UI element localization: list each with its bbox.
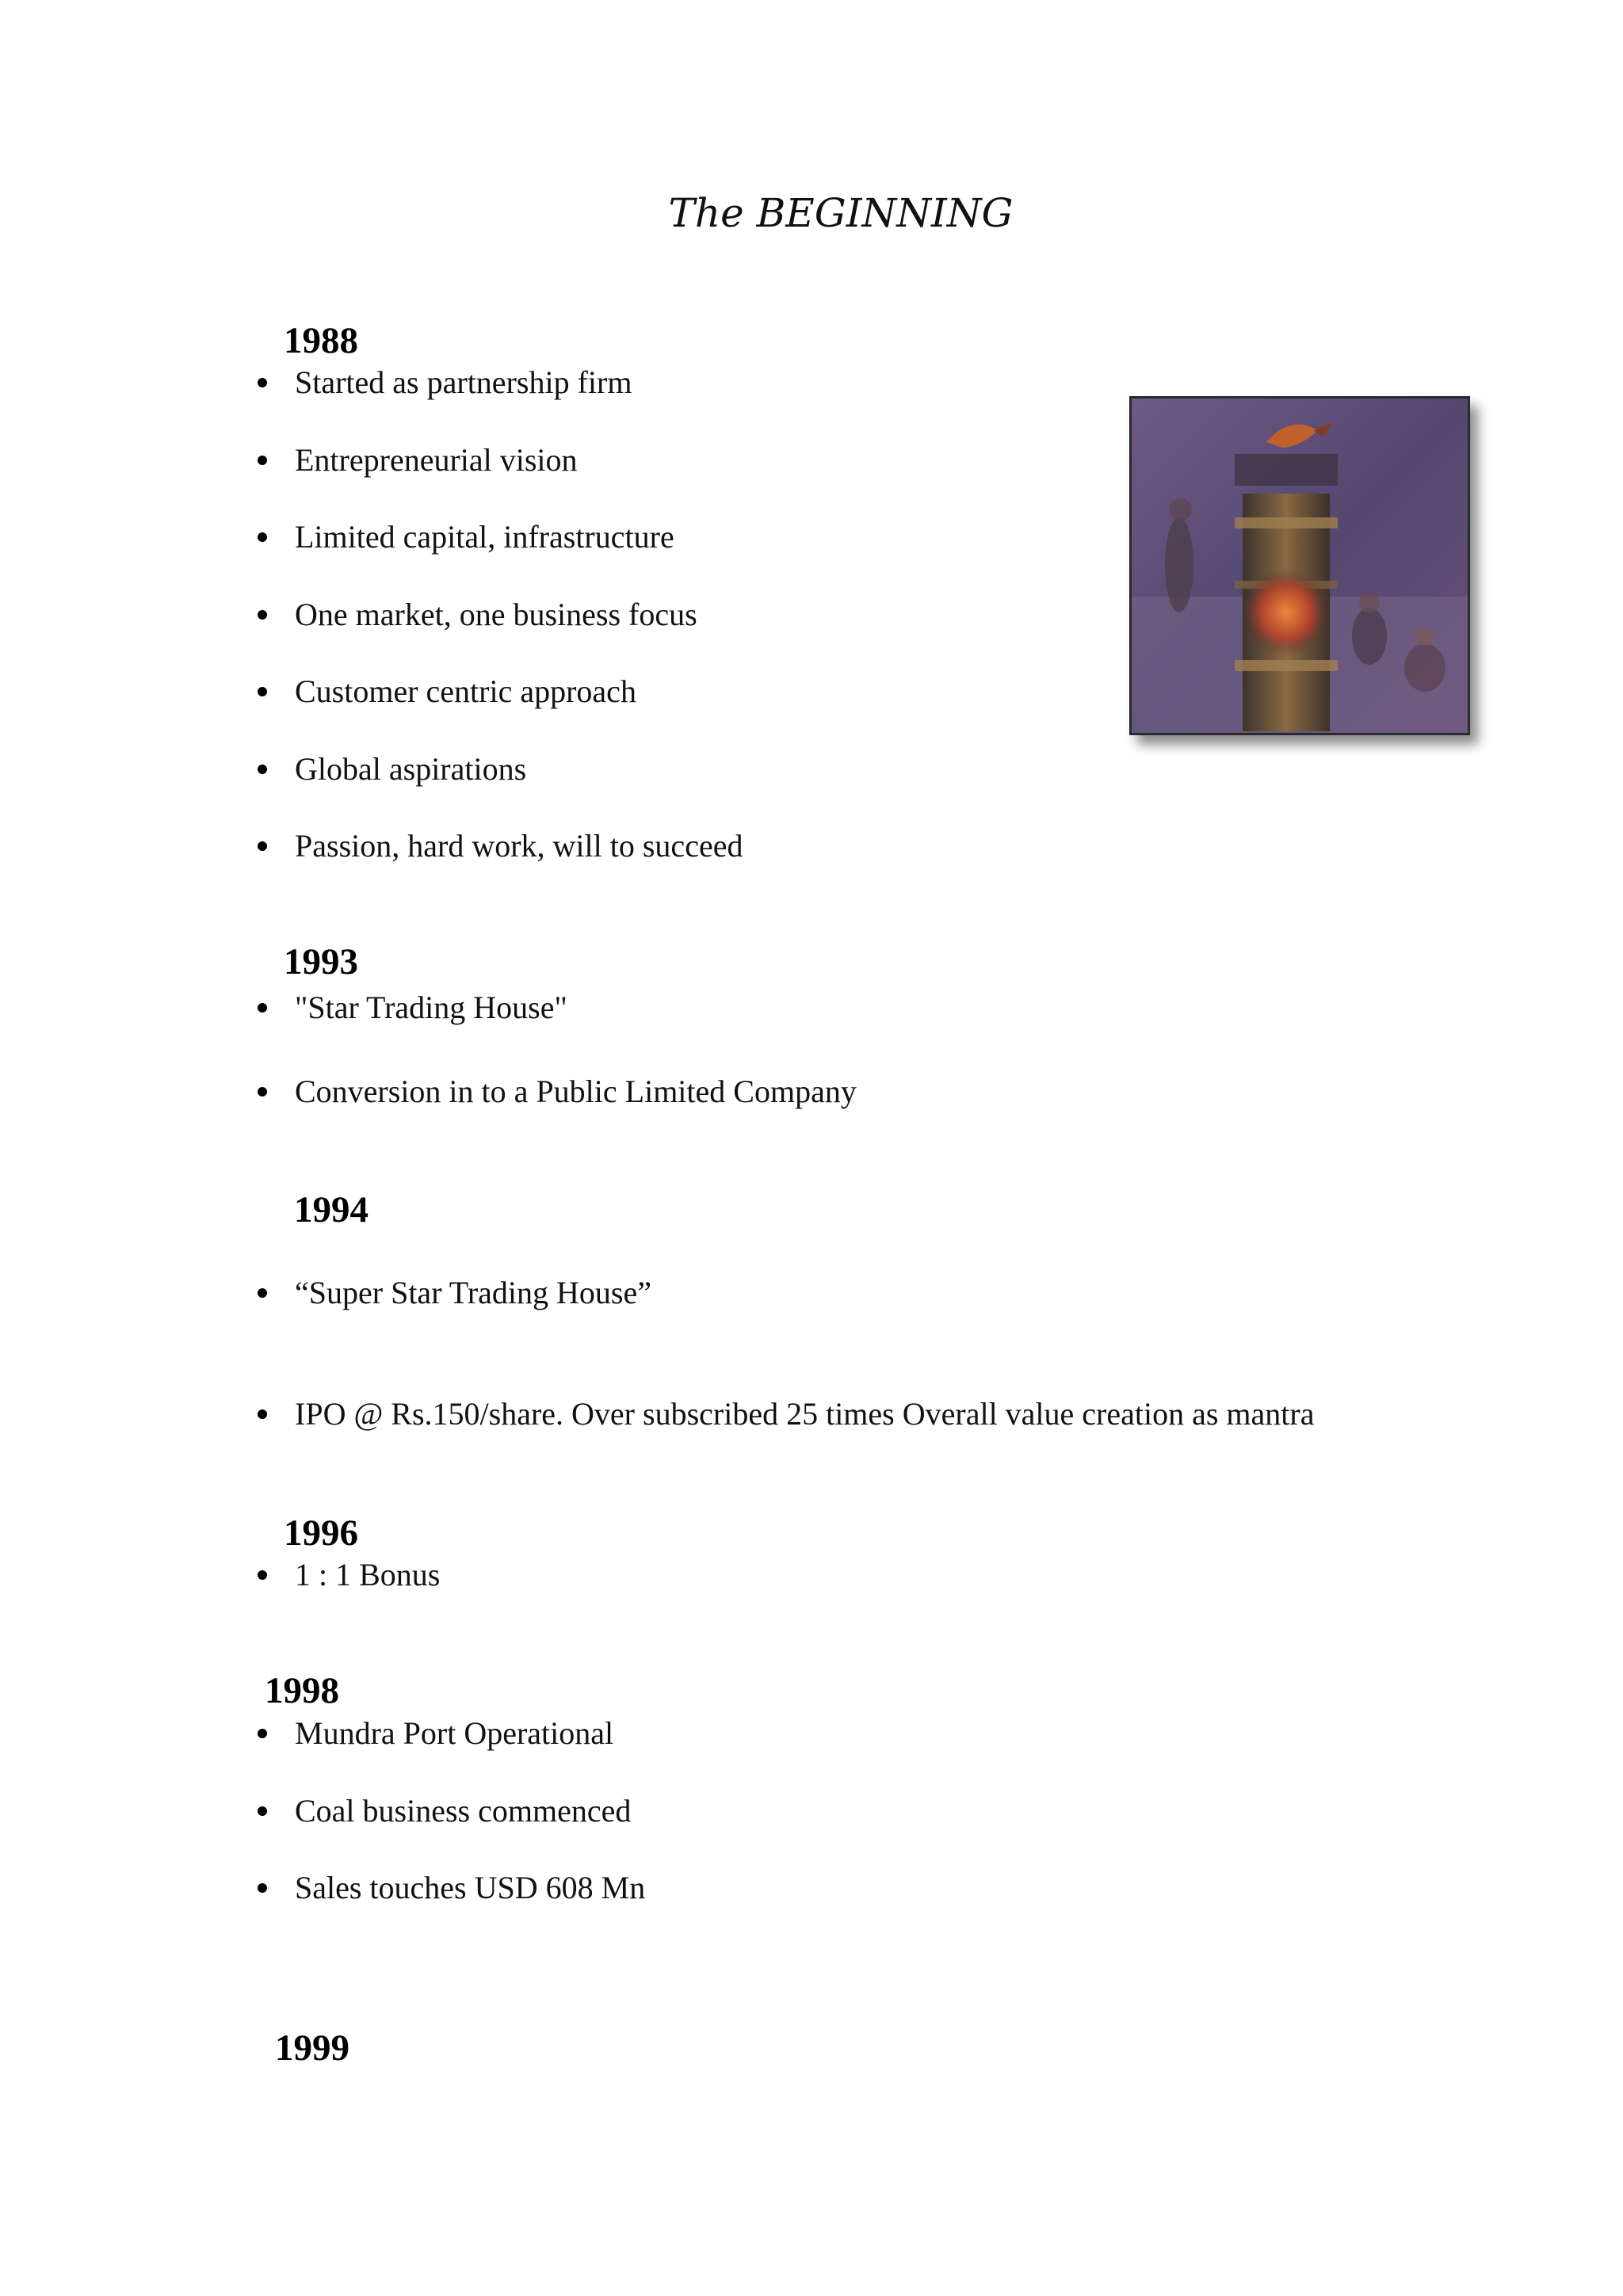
bullet-icon	[258, 456, 267, 465]
year-heading-1988: 1988	[284, 320, 358, 361]
list-item: One market, one business focus	[295, 596, 697, 633]
list-item: Started as partnership firm	[295, 364, 632, 401]
bullet-icon	[258, 1087, 267, 1097]
year-heading-1999: 1999	[275, 2027, 349, 2069]
list-item: Entrepreneurial vision	[295, 441, 578, 479]
list-item: 1 : 1 Bonus	[295, 1556, 440, 1593]
list-item: Sales touches USD 608 Mn	[295, 1869, 645, 1906]
bullet-icon	[258, 841, 267, 851]
list-item: Global aspirations	[295, 750, 526, 788]
bullet-icon	[258, 1883, 267, 1893]
photo-image	[1129, 396, 1470, 735]
bullet-icon	[258, 378, 267, 387]
year-heading-1998: 1998	[265, 1670, 339, 1711]
bullet-icon	[258, 610, 267, 620]
list-item: Mundra Port Operational	[295, 1714, 613, 1752]
year-heading-1996: 1996	[284, 1512, 358, 1554]
list-item: Limited capital, infrastructure	[295, 518, 674, 555]
bullet-icon	[258, 532, 267, 542]
list-item: Customer centric approach	[295, 673, 636, 710]
bullet-icon	[258, 1729, 267, 1738]
photo-illustration	[1132, 399, 1468, 733]
bullet-icon	[258, 1806, 267, 1816]
list-item: “Super Star Trading House”	[295, 1274, 651, 1311]
bullet-icon	[258, 1288, 267, 1298]
page-title: The BEGINNING	[668, 190, 1014, 236]
list-item: Passion, hard work, will to succeed	[295, 827, 743, 864]
year-heading-1993: 1993	[284, 941, 358, 982]
list-item: IPO @ Rs.150/share. Over subscribed 25 times Overall value creation as mantra	[295, 1395, 1314, 1432]
list-item: Coal business commenced	[295, 1792, 631, 1829]
year-heading-1994: 1994	[294, 1189, 369, 1230]
bullet-icon	[258, 765, 267, 774]
list-item: "Star Trading House"	[295, 989, 567, 1026]
list-item: Conversion in to a Public Limited Company	[295, 1073, 857, 1110]
bullet-icon	[258, 1409, 267, 1419]
bullet-icon	[258, 687, 267, 696]
bullet-icon	[258, 1003, 267, 1013]
bullet-icon	[258, 1570, 267, 1580]
